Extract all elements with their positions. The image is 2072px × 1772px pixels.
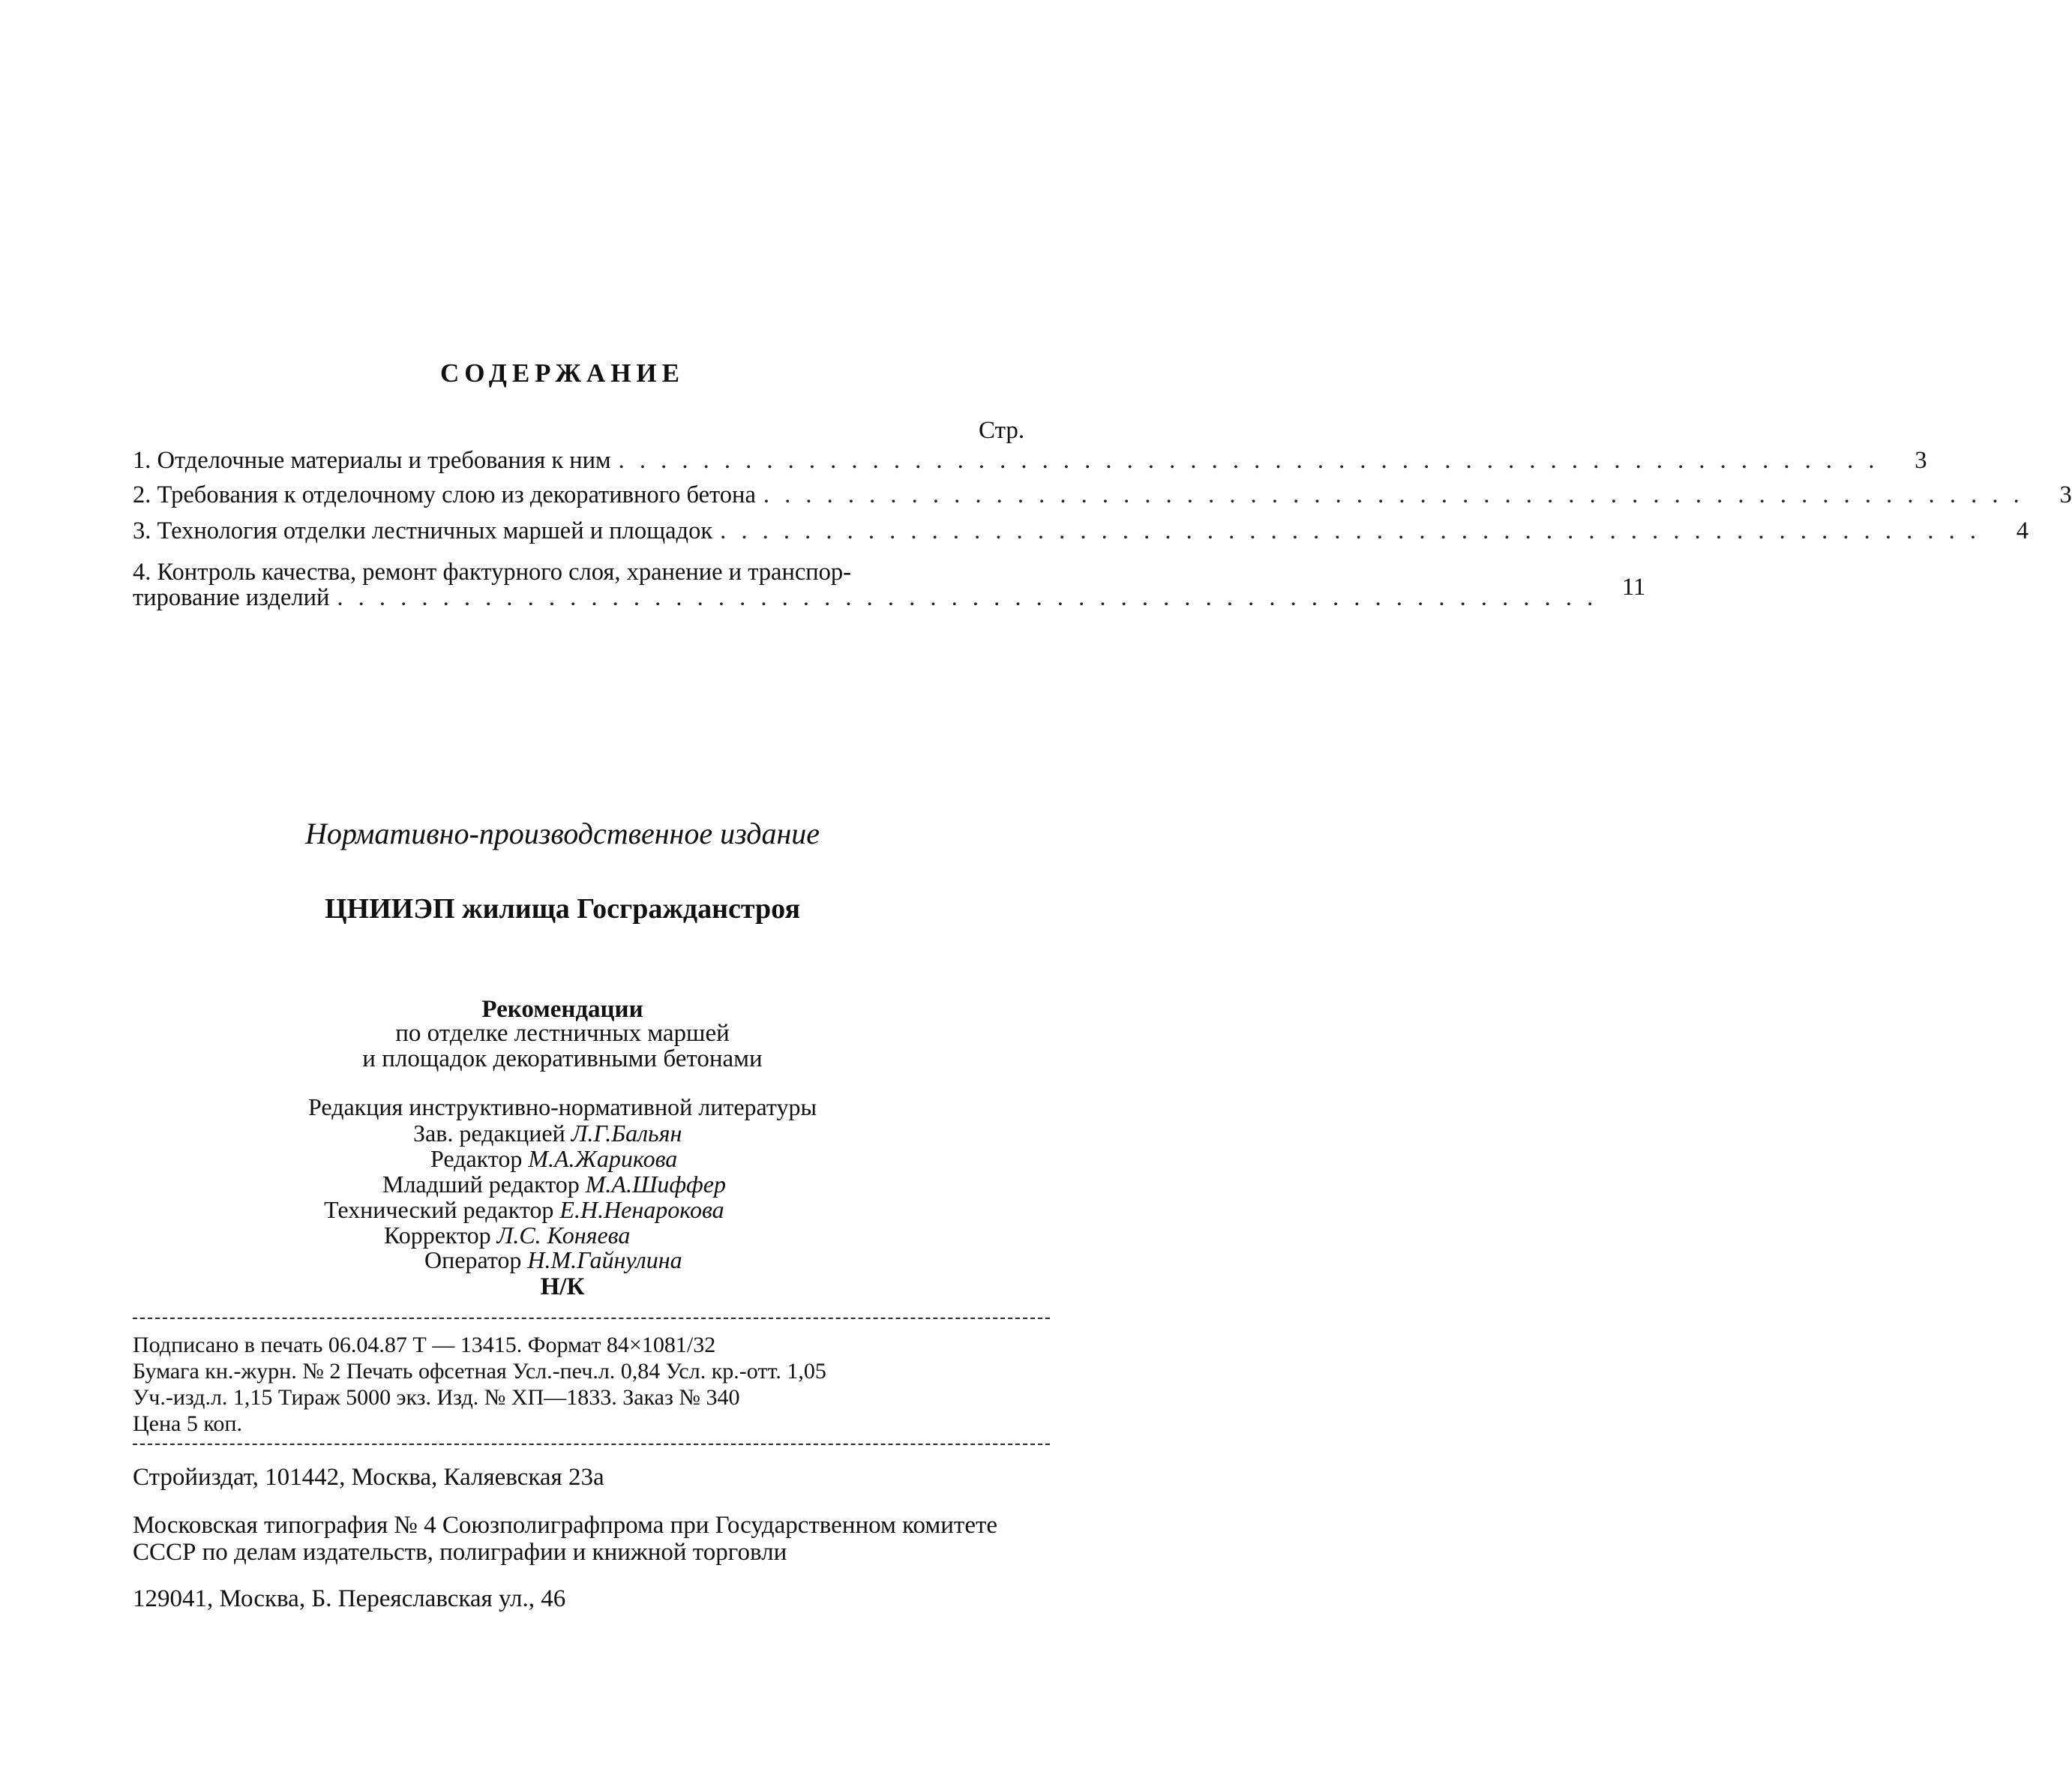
credit-role: Зав. редакцией	[413, 1120, 565, 1147]
print-data-line: Бумага кн.-журн. № 2 Печать офсетная Усл.-печ.л. 0,84 Усл. кр.-отт. 1,05	[133, 1359, 826, 1384]
toc-entry-page: 3	[2059, 481, 2072, 508]
toc-entry-label: тирование изделий	[133, 584, 330, 611]
credit-name: Е.Н.Ненарокова	[559, 1196, 724, 1223]
document-title: Рекомендации	[481, 996, 643, 1023]
credit-role: Редактор	[430, 1145, 523, 1172]
toc-entry[interactable]	[133, 574, 1646, 614]
toc-entry[interactable]	[133, 447, 1927, 477]
organization-name: ЦНИИЭП жилища Госгражданстроя	[324, 893, 801, 925]
credit-name: Н.М.Гайнулина	[527, 1246, 682, 1273]
credit-line	[384, 1222, 630, 1249]
print-data-line: Уч.-изд.л. 1,15 Тираж 5000 экз. Изд. № ХП—1833. Заказ № 340	[133, 1385, 740, 1410]
credit-name: Л.Г.Бальян	[571, 1120, 682, 1147]
publication-type: Нормативно-производственное издание	[304, 817, 820, 850]
toc-leader: . . . . . . . . . . . . . . . . . . . . . . . . . . . . . . . . . . . . . . . . . . . . . . . . . . . . . . . . . . . .	[720, 517, 1981, 544]
toc-entry-label: 2. Требования к отделочному слою из декоративного бетона	[133, 481, 756, 508]
credit-line	[413, 1120, 682, 1147]
credit-role: Технический редактор	[324, 1196, 554, 1223]
credit-line	[430, 1145, 677, 1173]
toc-entry-label-line1[interactable]: 4. Контроль качества, ремонт фактурного слоя, хранение и транспор-	[133, 559, 852, 586]
printer-line: Московская типография № 4 Союзполиграфпрома при Государственном комитете СССР по делам издательств, полиграфии и книжной торговли	[133, 1512, 998, 1566]
credit-name: Л.С. Коняева	[496, 1222, 631, 1249]
publisher-line: Стройиздат, 101442, Москва, Каляевская 23а	[133, 1464, 604, 1491]
toc-entry-page: 11	[1621, 574, 1646, 601]
credit-role: Корректор	[384, 1222, 491, 1249]
credit-name: М.А.Шиффер	[585, 1171, 726, 1198]
toc-leader: . . . . . . . . . . . . . . . . . . . . . . . . . . . . . . . . . . . . . . . . . . . . . . . . . . . . . . . . . . . .	[337, 584, 1598, 611]
credit-line	[382, 1171, 726, 1198]
credit-role: Оператор	[424, 1246, 522, 1273]
dashed-rule-bottom	[133, 1444, 1050, 1445]
credit-name: М.А.Жарикова	[528, 1145, 678, 1172]
page-column-header: Стр.	[979, 417, 1025, 444]
editorial-office: Редакция инструктивно-нормативной литературы	[308, 1093, 817, 1120]
document-subtitle	[0, 1021, 1125, 1072]
contents-title: СОДЕРЖАНИЕ	[439, 358, 685, 388]
printer-address: 129041, Москва, Б. Переяславская ул., 46	[133, 1585, 566, 1612]
toc-entry-page: 4	[2016, 517, 2029, 544]
print-data-line: Подписано в печать 06.04.87 Т — 13415. Формат 84×1081/32	[133, 1333, 716, 1357]
toc-entry[interactable]	[133, 481, 2072, 511]
toc-leader: . . . . . . . . . . . . . . . . . . . . . . . . . . . . . . . . . . . . . . . . . . . . . . . . . . . . . . . . . . . .	[763, 481, 2024, 508]
print-data-line: Цена 5 коп.	[133, 1411, 242, 1436]
credit-line	[324, 1196, 724, 1224]
credit-role: Младший редактор	[382, 1171, 580, 1198]
nk-mark: Н/К	[540, 1273, 585, 1300]
toc-leader: . . . . . . . . . . . . . . . . . . . . . . . . . . . . . . . . . . . . . . . . . . . . . . . . . . . . . . . . . . . .	[618, 447, 1879, 474]
toc-entry[interactable]	[133, 517, 2029, 547]
toc-entry-page: 3	[1915, 447, 1927, 474]
dashed-rule-top	[133, 1318, 1050, 1319]
credit-line	[424, 1246, 682, 1274]
document-subtitle-line2: и площадок декоративными бетонами	[362, 1045, 763, 1072]
toc-entry-label: 1. Отделочные материалы и требования к ним	[133, 447, 611, 474]
document-subtitle-line1: по отделке лестничных маршей	[395, 1020, 730, 1047]
toc-entry-label: 3. Технология отделки лестничных маршей и площадок	[133, 517, 713, 544]
